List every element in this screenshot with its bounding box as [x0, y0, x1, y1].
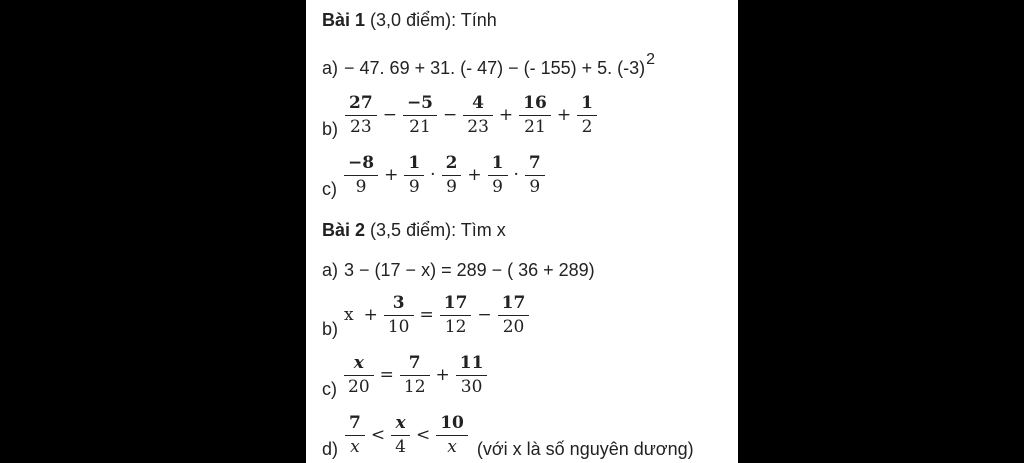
bai2-c-expr: $\frac{x}{20}$ = $\frac{7}{12}$ + $\frac{11}{30}$ — [343, 354, 488, 396]
bai1-a-label: a) — [322, 58, 339, 78]
fraction: $\frac{17}{20}$ — [500, 294, 528, 336]
bai1-subtitle: (3,0 điểm): Tính — [370, 10, 497, 30]
fraction: $\frac{16}{21}$ — [521, 94, 549, 136]
bai1-heading — [322, 10, 497, 31]
fraction: $\frac{17}{12}$ — [442, 294, 470, 336]
bai1-c-label: c) — [322, 178, 337, 199]
bai2-d — [322, 413, 694, 459]
fraction: $\frac{10}{x}$ — [438, 414, 466, 456]
fraction: $\frac{-8}{9}$ — [346, 154, 376, 196]
fraction: $\frac{x}{4}$ — [393, 414, 408, 456]
fraction: $\frac{7}{12}$ — [402, 354, 428, 396]
document-page — [306, 0, 738, 463]
bai2-title: Bài 2 — [322, 220, 366, 240]
fraction: $\frac{x}{20}$ — [346, 354, 372, 396]
fraction: $\frac{-5}{21}$ — [405, 94, 435, 136]
bai2-b-label: b) — [322, 318, 339, 339]
fraction: $\frac{1}{2}$ — [579, 94, 595, 136]
fraction: $\frac{4}{23}$ — [465, 94, 491, 136]
bai2-heading — [322, 220, 506, 241]
bai2-a — [322, 260, 595, 281]
bai2-d-note: (với x là số nguyên dương) — [476, 438, 694, 459]
fraction: $\frac{7}{9}$ — [527, 154, 543, 196]
fraction: $\frac{2}{9}$ — [444, 154, 460, 196]
bai1-b — [322, 93, 598, 139]
bai2-a-label: a) — [322, 260, 339, 280]
bai2-a-expr: 3 − (17 − x) = 289 − ( 36 + 289) — [344, 260, 595, 280]
bai1-title: Bài 1 — [322, 10, 366, 30]
bai1-c-expr: $\frac{-8}{9}$ + $\frac{1}{9}$ · $\frac{2}{9}$ + $\frac{1}{9}$ · $\frac{7}{9}$ — [343, 154, 546, 196]
fraction: $\frac{7}{x}$ — [347, 414, 363, 456]
bai2-c — [322, 353, 488, 399]
bai1-a — [322, 50, 656, 79]
fraction: $\frac{1}{9}$ — [490, 154, 506, 196]
fraction: $\frac{1}{9}$ — [406, 154, 422, 196]
bai1-b-label: b) — [322, 118, 339, 139]
bai1-c — [322, 153, 546, 199]
bai2-d-expr: $\frac{7}{x}$ < $\frac{x}{4}$ < $\frac{10}{x}$ — [344, 414, 469, 456]
fraction: $\frac{3}{10}$ — [386, 294, 412, 336]
bai2-c-label: c) — [322, 378, 337, 399]
bai2-d-label: d) — [322, 438, 339, 459]
bai2-b-expr: x + $\frac{3}{10}$ = $\frac{17}{12}$ − $\frac{17}{20}$ — [344, 294, 530, 336]
bai2-b — [322, 293, 530, 339]
fraction: $\frac{11}{30}$ — [458, 354, 486, 396]
bai1-a-expr: − 47. 69 + 31. (- 47) − (- 155) + 5. (-3) — [344, 58, 646, 78]
bai1-b-expr: $\frac{27}{23}$ − $\frac{-5}{21}$ − $\frac{4}{23}$ + $\frac{16}{21}$ + $\frac{1}{2}$ — [344, 94, 598, 136]
bai2-subtitle: (3,5 điểm): Tìm x — [370, 220, 506, 240]
bai1-a-exponent: 2 — [646, 50, 656, 68]
fraction: $\frac{27}{23}$ — [347, 94, 375, 136]
